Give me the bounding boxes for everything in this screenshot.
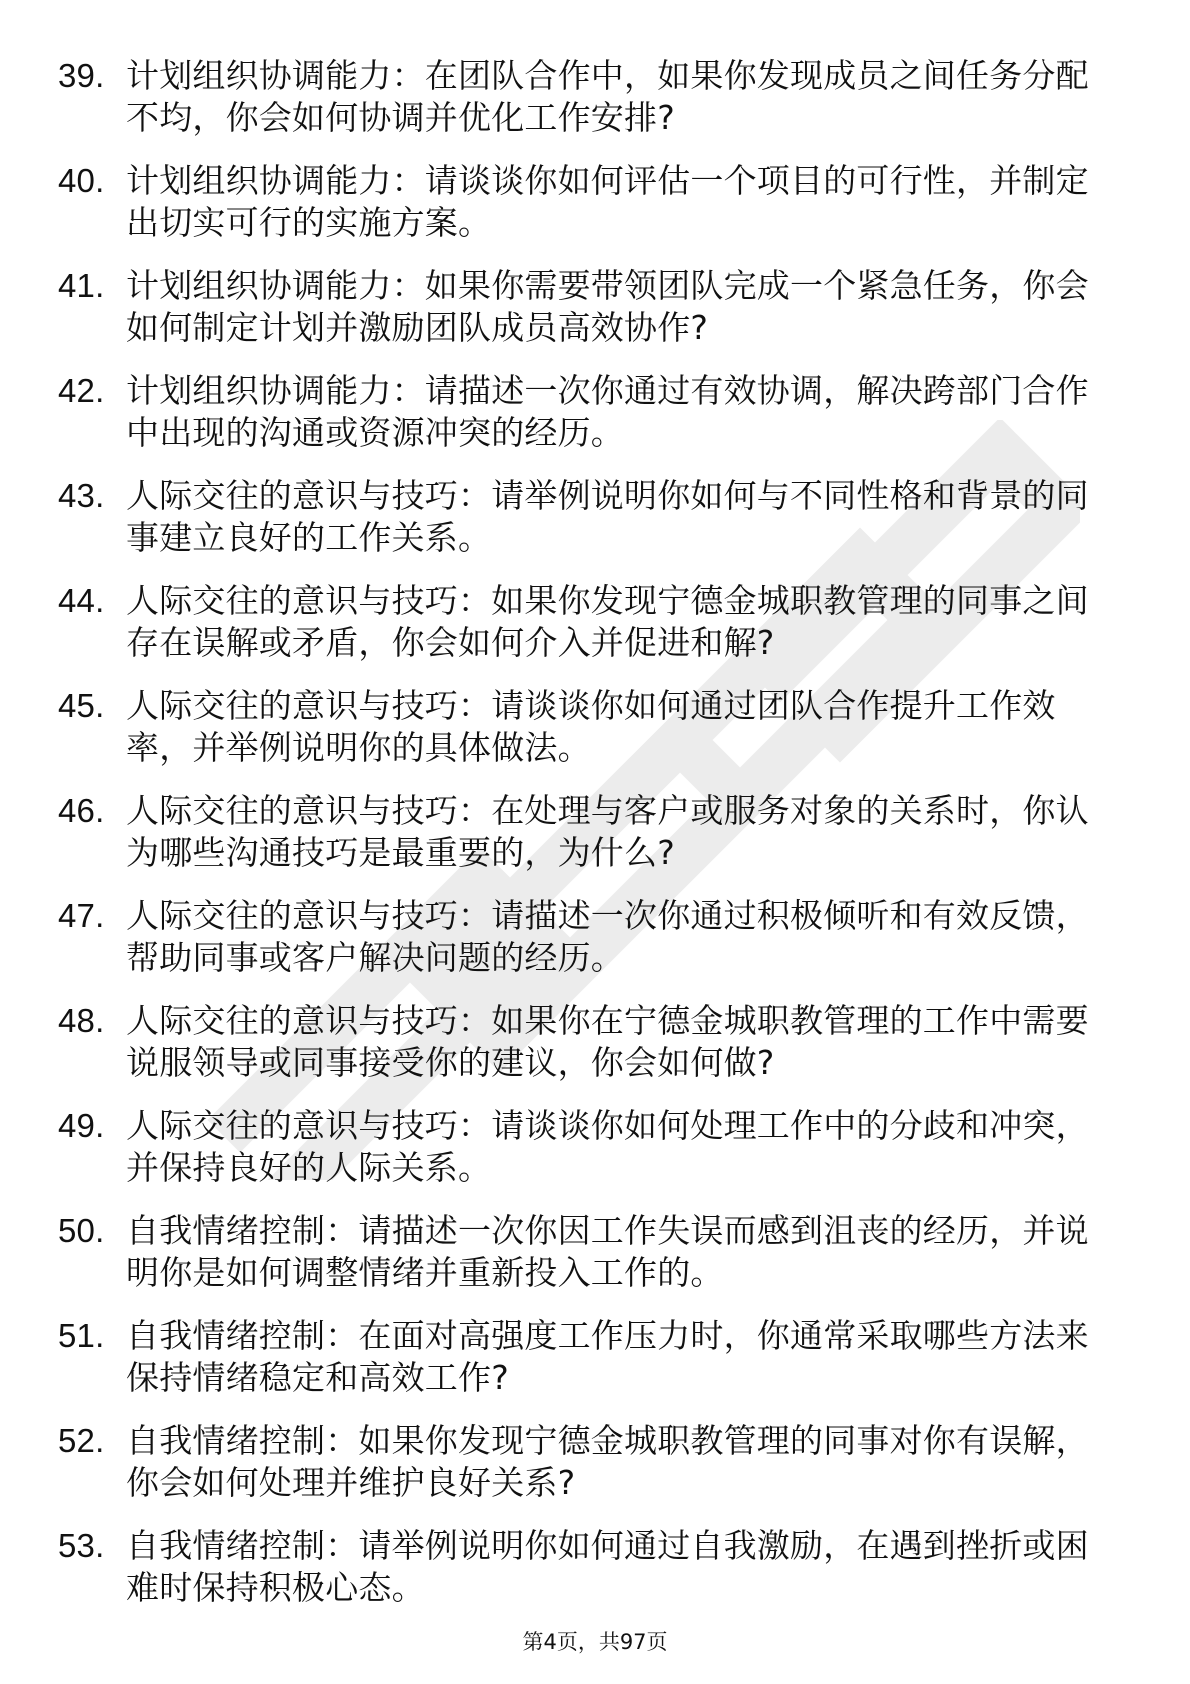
question-number: 39.	[58, 57, 105, 94]
question-number: 45.	[58, 687, 105, 724]
question-item	[58, 685, 1108, 769]
question-number: 47.	[58, 897, 105, 934]
question-number: 44.	[58, 582, 105, 619]
question-item	[58, 1315, 1108, 1399]
question-item	[58, 160, 1108, 244]
question-item	[58, 1525, 1108, 1609]
question-text: 人际交往的意识与技巧：如果你发现宁德金城职教管理的同事之间存在误解或矛盾，你会如何介入并促进和解?	[126, 581, 1089, 662]
question-item	[58, 475, 1108, 559]
question-item	[58, 1105, 1108, 1189]
question-text: 计划组织协调能力：请描述一次你通过有效协调，解决跨部门合作中出现的沟通或资源冲突的经历。	[126, 371, 1089, 452]
question-list	[58, 55, 1108, 1630]
question-number: 53.	[58, 1527, 105, 1564]
question-text: 计划组织协调能力：在团队合作中，如果你发现成员之间任务分配不均，你会如何协调并优化工作安排?	[126, 56, 1089, 137]
question-item	[58, 265, 1108, 349]
question-number: 48.	[58, 1002, 105, 1039]
question-text: 计划组织协调能力：如果你需要带领团队完成一个紧急任务，你会如何制定计划并激励团队成员高效协作?	[126, 266, 1089, 347]
question-text: 人际交往的意识与技巧：在处理与客户或服务对象的关系时，你认为哪些沟通技巧是最重要的，为什么?	[126, 791, 1089, 872]
question-text: 自我情绪控制：如果你发现宁德金城职教管理的同事对你有误解，你会如何处理并维护良好关系?	[126, 1421, 1089, 1502]
question-number: 49.	[58, 1107, 105, 1144]
question-text: 自我情绪控制：在面对高强度工作压力时，你通常采取哪些方法来保持情绪稳定和高效工作?	[126, 1316, 1089, 1397]
question-item	[58, 1210, 1108, 1294]
question-number: 43.	[58, 477, 105, 514]
question-item	[58, 370, 1108, 454]
question-text: 自我情绪控制：请描述一次你因工作失误而感到沮丧的经历，并说明你是如何调整情绪并重新投入工作的。	[126, 1211, 1089, 1292]
question-text: 人际交往的意识与技巧：请描述一次你通过积极倾听和有效反馈，帮助同事或客户解决问题的经历。	[126, 896, 1089, 977]
question-item	[58, 580, 1108, 664]
question-number: 52.	[58, 1422, 105, 1459]
question-item	[58, 895, 1108, 979]
question-text: 人际交往的意识与技巧：请谈谈你如何通过团队合作提升工作效率，并举例说明你的具体做法。	[126, 686, 1056, 767]
question-item	[58, 55, 1108, 139]
question-item	[58, 790, 1108, 874]
question-text: 人际交往的意识与技巧：如果你在宁德金城职教管理的工作中需要说服领导或同事接受你的建议，你会如何做?	[126, 1001, 1089, 1082]
question-number: 51.	[58, 1317, 105, 1354]
question-text: 计划组织协调能力：请谈谈你如何评估一个项目的可行性，并制定出切实可行的实施方案。	[126, 161, 1089, 242]
question-item	[58, 1000, 1108, 1084]
question-number: 41.	[58, 267, 105, 304]
question-item	[58, 1420, 1108, 1504]
question-number: 40.	[58, 162, 105, 199]
question-number: 42.	[58, 372, 105, 409]
page-number: 第4页，共97页	[522, 1630, 668, 1654]
question-text: 自我情绪控制：请举例说明你如何通过自我激励，在遇到挫折或困难时保持积极心态。	[126, 1526, 1089, 1607]
question-text: 人际交往的意识与技巧：请举例说明你如何与不同性格和背景的同事建立良好的工作关系。	[126, 476, 1089, 557]
question-number: 46.	[58, 792, 105, 829]
question-text: 人际交往的意识与技巧：请谈谈你如何处理工作中的分歧和冲突，并保持良好的人际关系。	[126, 1106, 1089, 1187]
question-number: 50.	[58, 1212, 105, 1249]
